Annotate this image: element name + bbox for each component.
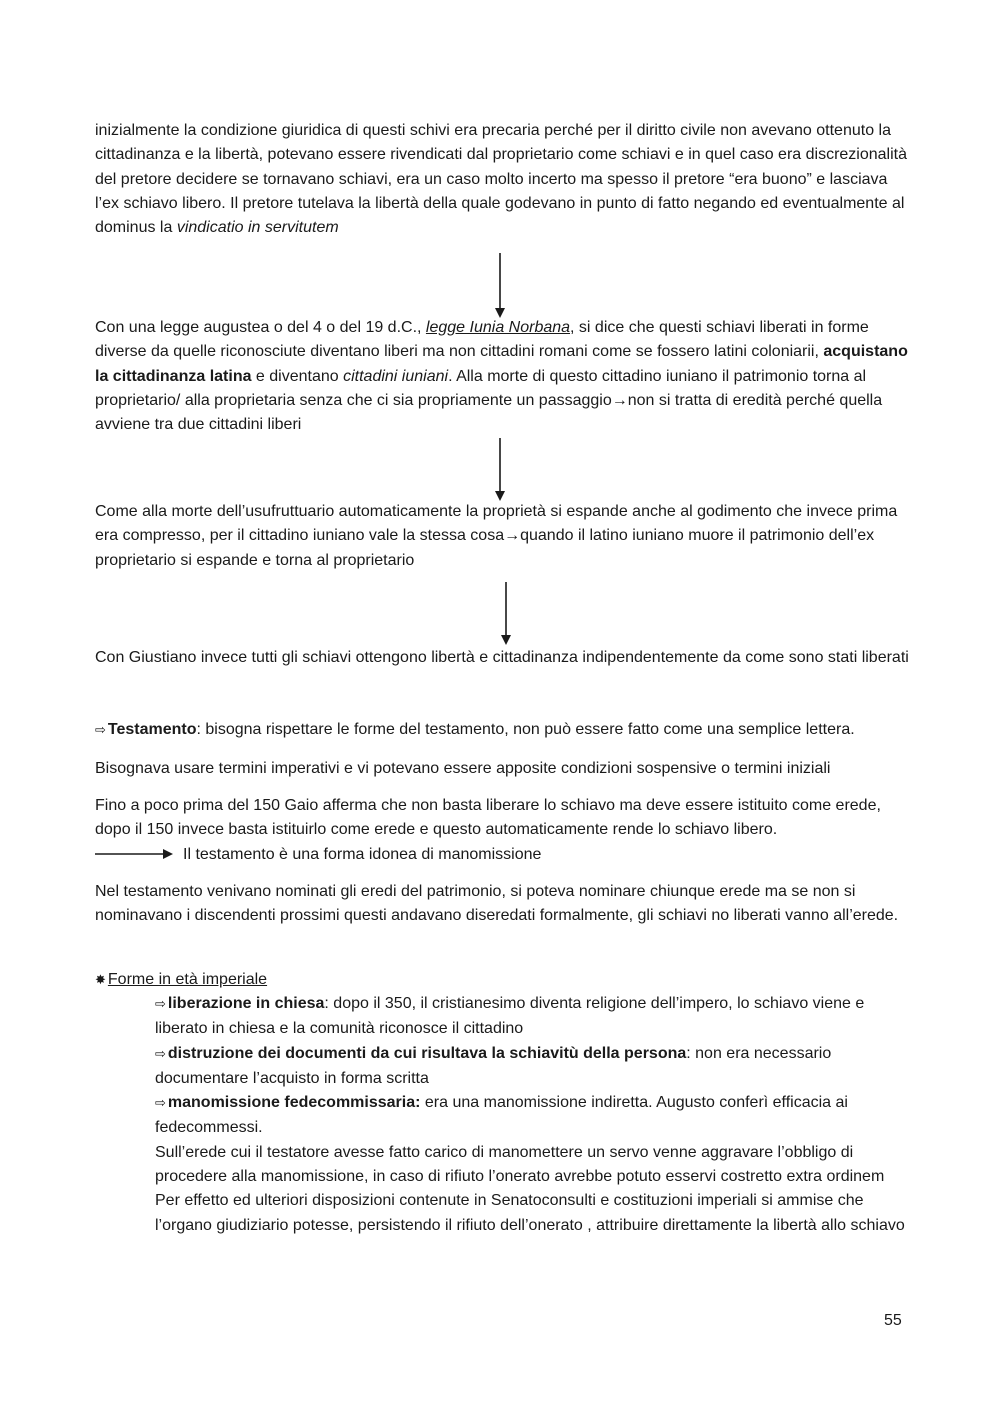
arrow-bullet-icon: ⇨ <box>155 1096 166 1112</box>
bold-cittadinanza-latina: acquistano la cittadinanza latina <box>95 343 908 385</box>
paragraph-senatoconsulti: Per effetto ed ulteriori disposizioni contenute in Senatoconsulti e costituzioni imperiali si ammise che l’organo giudiziario potesse, persistendo il rifiuto dell’onerato , attribuire direttamente la libertà allo schiavo <box>155 1192 905 1234</box>
forme-list <box>155 992 913 1238</box>
list-item: ⇨ manomissione fedecommissaria: era una manomissione indiretta. Augusto conferì efficacia ai fedecommessi. <box>155 1094 848 1137</box>
down-arrow-icon <box>499 582 513 646</box>
down-arrow-icon <box>493 253 507 319</box>
list-item: ⇨ liberazione in chiesa: dopo il 350, il cristianesimo diventa religione dell’impero, lo schiavo viene e liberato in chiesa e la comunità riconosce il cittadino <box>155 995 865 1038</box>
section-heading: Forme in età imperiale <box>107 971 268 988</box>
paragraph-giustiniano: Con Giustiano invece tutti gli schiavi ottengono libertà e cittadinanza indipendentemente da come sono stati liberati <box>95 649 909 666</box>
paragraph-erede-onerato: Sull’erede cui il testatore avesse fatto carico di manomettere un servo venne aggravare l’obbligo di procedere alla manomissione, in caso di rifiuto l’onerato avrebbe potuto esservi costretto extra ordinem <box>155 1143 885 1186</box>
arrow-bullet-icon: ⇨ <box>155 1046 166 1062</box>
paragraph-legge-iunia: Con una legge augustea o del 4 o del 19 d.C., legge Iunia Norbana, si dice che questi schiavi liberati in forme diverse da quelle riconosciute diventano liberi ma non cittadini romani come se fossero latini coloniarii, acquistano la cittadinanza latina e diventano cittadini iuniani. Alla morte di questo cittadino iuniano il patrimonio torna al proprietario/ alla proprietaria senza che ci sia propriamente un passaggio→non si tratta di eredità perché quella avviene tra due cittadini liberi <box>95 319 908 434</box>
right-arrow-icon: → <box>611 391 628 409</box>
arrow-bullet-icon: ⇨ <box>95 723 106 738</box>
law-name: legge Iunia Norbana <box>425 319 571 336</box>
paragraph-eredi: Nel testamento venivano nominati gli eredi del patrimonio, si poteva nominare chiunque erede ma se non si nominavano i discendenti prossimi questi andavano diseredati formalmente, gli schiavi no liberati vanno all’erede. <box>95 883 899 925</box>
paragraph-gaio: Fino a poco prima del 150 Gaio afferma che non basta liberare lo schiavo ma deve essere istituito come erede, dopo il 150 invece basta istituirlo come erede e questo automaticamente rende lo schiavo libero. <box>95 797 881 839</box>
emphasis-cittadini-iuniani: cittadini iuniani <box>343 367 449 385</box>
list-item: ⇨ distruzione dei documenti da cui risultava la schiavitù della persona: non era necessario documentare l’acquisto in forma scritta <box>155 1044 832 1087</box>
section-forme-imperiali <box>95 968 913 993</box>
star-bullet-icon: ✸ <box>95 973 106 988</box>
right-arrow-icon: → <box>504 527 521 545</box>
paragraph-pretore: inizialmente la condizione giuridica di questi schivi era precaria perché per il diritto civile non avevano ottenuto la cittadinanza e la libertà, potevano essere rivendicati dal proprietario come schiavi e in quel caso era discrezionalità del pretore decidere se tornavano schiavi, era un caso molto incerto ma spesso il pretore “era buono” e lasciava l’ex schiavo libero. Il pretore tutelava la libertà della quale godevano in punto di fatto negando ed eventualmente al dominus la vindicatio in servitutem <box>95 122 907 237</box>
paragraph-usufruttuario: Come alla morte dell’usufruttuario automaticamente la proprietà si espande anche al godimento che invece prima era compresso, per il cittadino iuniano vale la stessa cosa→quando il latino iuniano muore il patrimonio dell’ex proprietario si espande e torna al proprietario <box>95 503 898 569</box>
emphasis-vindicatio: vindicatio in servitutem <box>176 219 339 237</box>
heading-testamento: Testamento <box>107 721 197 738</box>
right-arrow-icon <box>95 845 175 869</box>
paragraph-testamento: ⇨ Testamento: bisogna rispettare le forme del testamento, non può essere fatto come una semplice lettera. <box>95 721 855 738</box>
down-arrow-icon <box>493 438 507 502</box>
paragraph-termini: Bisognava usare termini imperativi e vi potevano essere apposite condizioni sospensive o termini iniziali <box>95 760 831 777</box>
arrow-bullet-icon: ⇨ <box>155 997 166 1012</box>
page-number: 55 <box>884 1312 902 1329</box>
paragraph-forma-idonea: Il testamento è una forma idonea di manomissione <box>183 846 542 863</box>
